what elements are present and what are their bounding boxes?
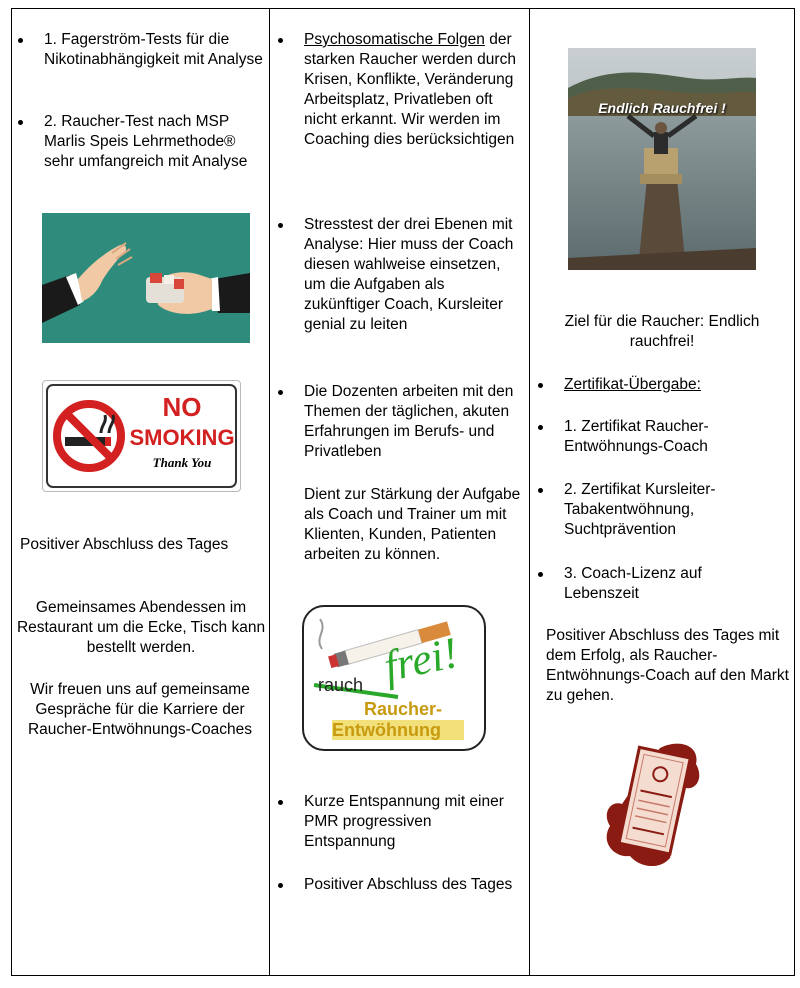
dinner-text: Gemeinsames Abendessen im Restaurant um die Ecke, Tisch kann bestellt werden.	[16, 599, 266, 656]
certificate-heading: Zertifikat-Übergabe:	[564, 376, 701, 393]
no-smoking-subtitle: SMOKING	[129, 425, 235, 450]
bullet-icon	[538, 425, 543, 430]
bullet-icon	[278, 883, 283, 888]
list-item-text	[304, 30, 524, 150]
bullet-icon	[278, 223, 283, 228]
rauch-word: rauch	[318, 675, 364, 695]
day-closing-text: Positiver Abschluss des Tages	[20, 536, 229, 553]
looking-forward-text: Wir freuen uns auf gemeinsame Gespräche für die Karriere der Raucher-Entwöhnungs-Coaches	[27, 681, 253, 738]
coach-paragraph: Dient zur Stärkung der Aufgabe als Coach und Trainer um mit Klienten, Kunden, Patienten arbeiten zu können.	[304, 486, 521, 563]
column-divider-2	[529, 8, 530, 976]
no-smoking-title: NO	[162, 392, 202, 422]
bullet-icon	[538, 572, 543, 577]
list-item-text: Kurze Entspannung mit einer PMR progressiven Entspannung	[304, 793, 504, 850]
bullet-icon	[538, 383, 543, 388]
refuse-cigarette-image	[42, 213, 250, 343]
raucher-word: Raucher-	[364, 699, 443, 719]
bullet-icon	[278, 38, 283, 43]
psychosomatic-heading: Psychosomatische Folgen	[304, 31, 485, 48]
entwoehnung-word: Entwöhnung	[332, 720, 464, 740]
list-item-text: Die Dozenten arbeiten mit den Themen der täglichen, akuten Erfahrungen im Berufs- und Privatleben	[304, 383, 514, 460]
rauchfrei-photo	[568, 48, 756, 270]
no-smoking-sign	[42, 380, 241, 492]
no-smoking-thanks: Thank You	[152, 455, 212, 470]
list-item-text: 1. Zertifikat Raucher-Entwöhnungs-Coach	[564, 418, 709, 455]
list-item-text: 1. Fagerström-Tests für die Nikotinabhängigkeit mit Analyse	[44, 31, 263, 68]
goal-text: Ziel für die Raucher: Endlich rauchfrei!	[564, 313, 760, 350]
psychosomatic-text: der starken Raucher werden durch Krisen, Konflikte, Veränderung Arbeitsplatz, Privatleben oft nicht erkannt. Wir werden im Coaching dies berücksichtigen	[304, 31, 516, 148]
bullet-icon	[18, 120, 23, 125]
bullet-icon	[538, 488, 543, 493]
list-item-text: 2. Raucher-Test nach MSP Marlis Speis Lehrmethode® sehr umfangreich mit Analyse	[44, 113, 248, 170]
list-item-text: Stresstest der drei Ebenen mit Analyse: Hier muss der Coach diesen wahlweise einsetzen, um die Aufgaben als zukünftiger Coach, Kursleiter genial zu leiten	[304, 216, 514, 333]
bullet-icon	[278, 390, 283, 395]
list-item-text: 2. Zertifikat Kursleiter-Tabakentwöhnung, Suchtprävention	[564, 481, 716, 538]
rauchfrei-logo	[302, 605, 486, 751]
frei-word: frei!	[379, 627, 463, 692]
final-closing-text: Positiver Abschluss des Tages mit dem Erfolg, als Raucher-Entwöhnungs-Coach auf den Markt zu gehen.	[546, 627, 789, 704]
photo-caption: Endlich Rauchfrei !	[598, 100, 726, 116]
certificate-icon	[600, 738, 710, 870]
column-divider-1	[269, 8, 270, 976]
list-item-text: 3. Coach-Lizenz auf Lebenszeit	[564, 565, 702, 602]
bullet-icon	[278, 800, 283, 805]
list-item-text: Positiver Abschluss des Tages	[304, 876, 513, 893]
bullet-icon	[18, 38, 23, 43]
